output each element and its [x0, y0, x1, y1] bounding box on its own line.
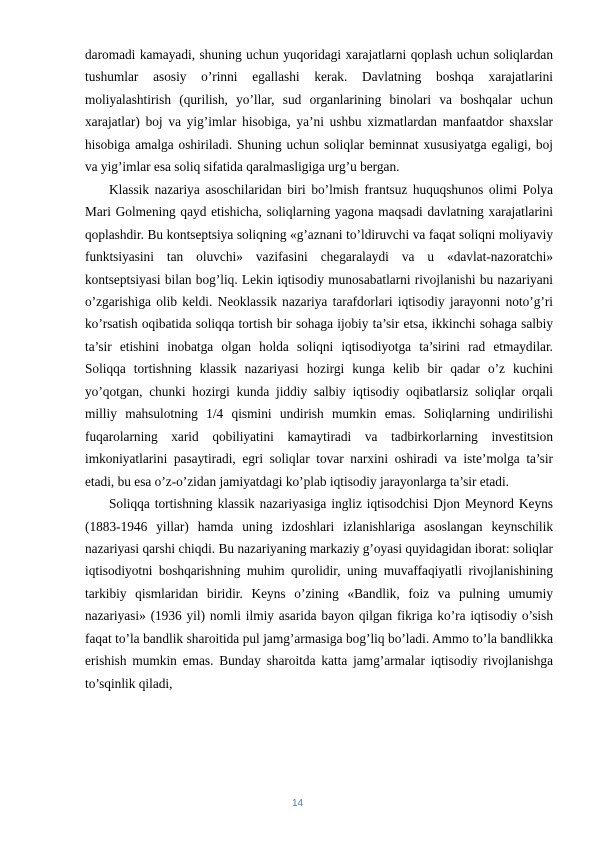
paragraph: Soliqqa tortishning klassik nazariyasiga ingliz iqtisodchisi Djon Meynord Keyns (1883-1946 yillar) hamda uning izdoshlari izlanishlariga asoslangan keynschilik nazariyasi qarshi chiqdi. Bu nazariyaning markaziy g’oyasi quyidagidan iborat: soliqlar iqtisodiyotni boshqarishning muhim qurolidir, uning muvaffaqiyatli rivojlanishining tarkibiy qismlaridan biridir. Keyns o’zining «Bandlik, foiz va pulning umumiy nazariyasi» (1936 yil) nomli ilmiy asarida bayon qilgan fikriga ko’ra iqtisodiy o’sish faqat to’la bandlik sharoitida pul jamg’armasiga bog’liq bo’ladi. Ammo to’la bandlikka erishish mumkin emas. Bunday sharoitda katta jamg’armalar iqtisodiy rivojlanishga to’sqinlik qiladi, [85, 496, 553, 691]
paragraph: Klassik nazariya asoschilaridan biri bo’lmish frantsuz huquqshunos olimi Polya Mari Golmening qayd etishicha, soliqlarning yagona maqsadi davlatning xarajatlarini qoplashdir. Bu kontseptsiya soliqning «g’aznani to’ldiruvchi va faqat soliqni moliyaviy funktsiyasini tan oluvchi» vazifasini chegaralaydi va u «davlat-nazoratchi» kontseptsiyasi bilan bog’liq. Lekin iqtisodiy munosabatlarni rivojlanishi bu nazariyani o’zgarishiga olib keldi. Neoklassik nazariya tarafdorlari iqtisodiy jarayonni noto’g’ri ko’rsatish oqibatida soliqqa tortish bir sohaga ijobiy ta’sir etsa, ikkinchi sohaga salbiy ta’sir etishini inobatga olgan holda soliqni iqtisodiyotga ta’sirini rad etmaydilar. Soliqqa tortishning klassik nazariyasi hozirgi kunga kelib bir qadar o’z kuchini yo’qotgan, chunki hozirgi kunda jiddiy salbiy iqtisodiy oqibatlarsiz soliqlar orqali milliy mahsulotning 1/4 qismini undirish mumkin emas. Soliqlarning undirilishi fuqarolarning xarid qobiliyatini kamaytiradi va tadbirkorlarning investitsion imkoniyatlarini pasaytiradi, egri soliqlar tovar narxini oshiradi va iste’molga ta’sir etadi, bu esa o’z-o’zidan jamiyatdagi ko’plab iqtisodiy jarayonlarga ta’sir etadi. [85, 181, 553, 489]
body-text [85, 44, 553, 695]
page-number: 14 [291, 798, 304, 809]
paragraph: daromadi kamayadi, shuning uchun yuqoridagi xarajatlarni qoplash uchun soliqlardan tushumlar asosiy o’rinni egallashi kerak. Davlatning boshqa xarajatlarini moliyalashtirish (qurilish, yo’llar, sud organlarining binolari va boshqalar uchun xarajatlar) boj va yig’imlar hisobiga, ya’ni ushbu xizmatlardan manfaatdor shaxslar hisobiga amalga oshiriladi. Shuning uchun soliqlar beminnat xususiyatga egaligi, boj va yig’imlar esa soliq sifatida qaralmasligiga urg’u bergan. [85, 47, 553, 175]
